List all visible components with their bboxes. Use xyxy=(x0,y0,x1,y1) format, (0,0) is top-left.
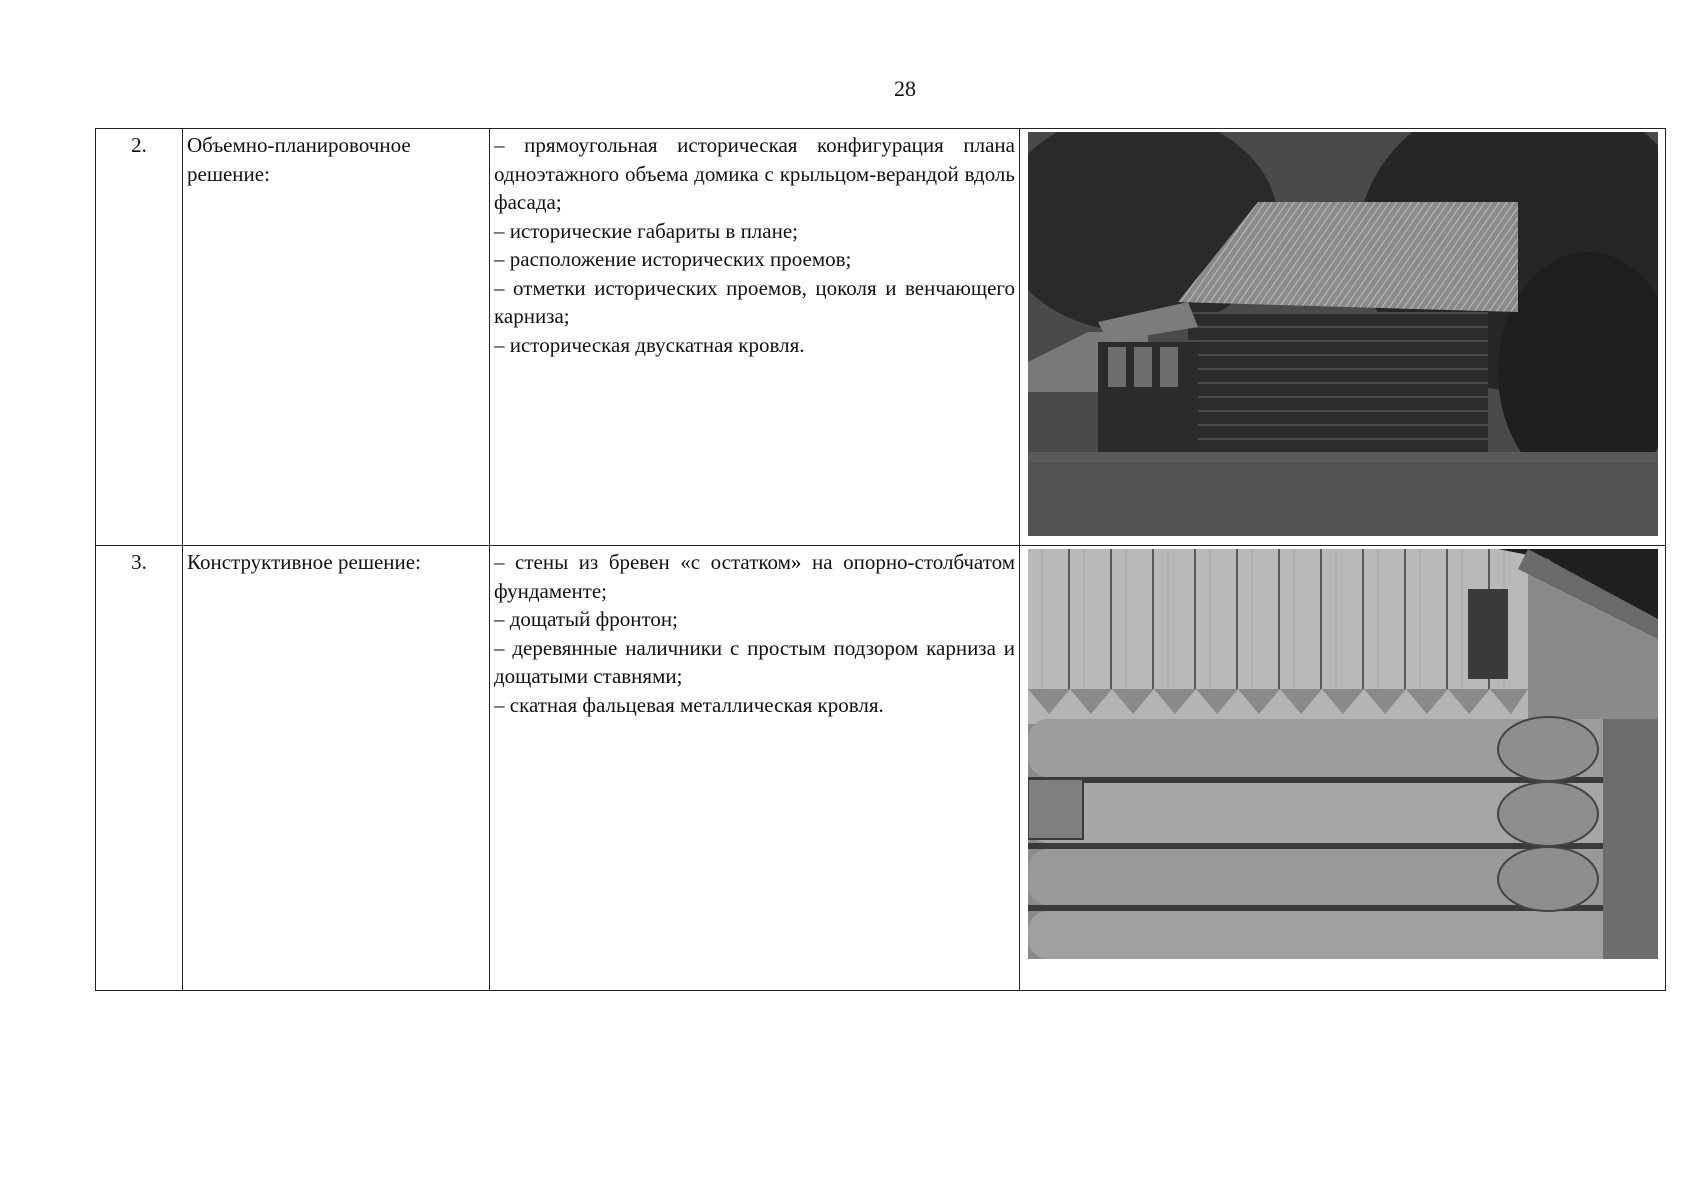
photo-cell xyxy=(1020,129,1666,546)
row-number: 3. xyxy=(96,546,183,991)
description-item: – отметки исторических проемов, цоколя и венчающего карниза; xyxy=(494,275,1015,328)
row-number: 2. xyxy=(96,129,183,546)
description-item: – историческая двускатная кровля. xyxy=(494,332,805,357)
page-number: 28 xyxy=(894,76,916,101)
row-description xyxy=(490,546,1020,991)
row-title: Конструктивное решение: xyxy=(183,546,490,991)
row-title: Объемно-планировочное решение: xyxy=(183,129,490,546)
description-item: – исторические габариты в плане; xyxy=(494,218,798,243)
heritage-elements-table xyxy=(95,128,1666,991)
description-item: – расположение исторических проемов; xyxy=(494,247,852,271)
description-item: – скатная фальцевая металлическая кровля. xyxy=(494,692,884,717)
log-wall-detail-photo xyxy=(1028,549,1658,959)
table-row xyxy=(96,129,1666,546)
description-item: – прямоугольная историческая конфигурация плана одноэтажного объема домика с крыльцом-верандой вдоль фасада; xyxy=(494,133,1015,214)
description-item: – деревянные наличники с простым подзором карниза и дощатыми ставнями; xyxy=(494,635,1015,688)
row-description xyxy=(490,129,1020,546)
log-house-photo xyxy=(1028,132,1658,536)
description-item: – дощатый фронтон; xyxy=(494,607,678,631)
photo-cell xyxy=(1020,546,1666,991)
description-item: – стены из бревен «с остатком» на опорно-столбчатом фундаменте; xyxy=(494,550,1015,603)
table-row xyxy=(96,546,1666,991)
